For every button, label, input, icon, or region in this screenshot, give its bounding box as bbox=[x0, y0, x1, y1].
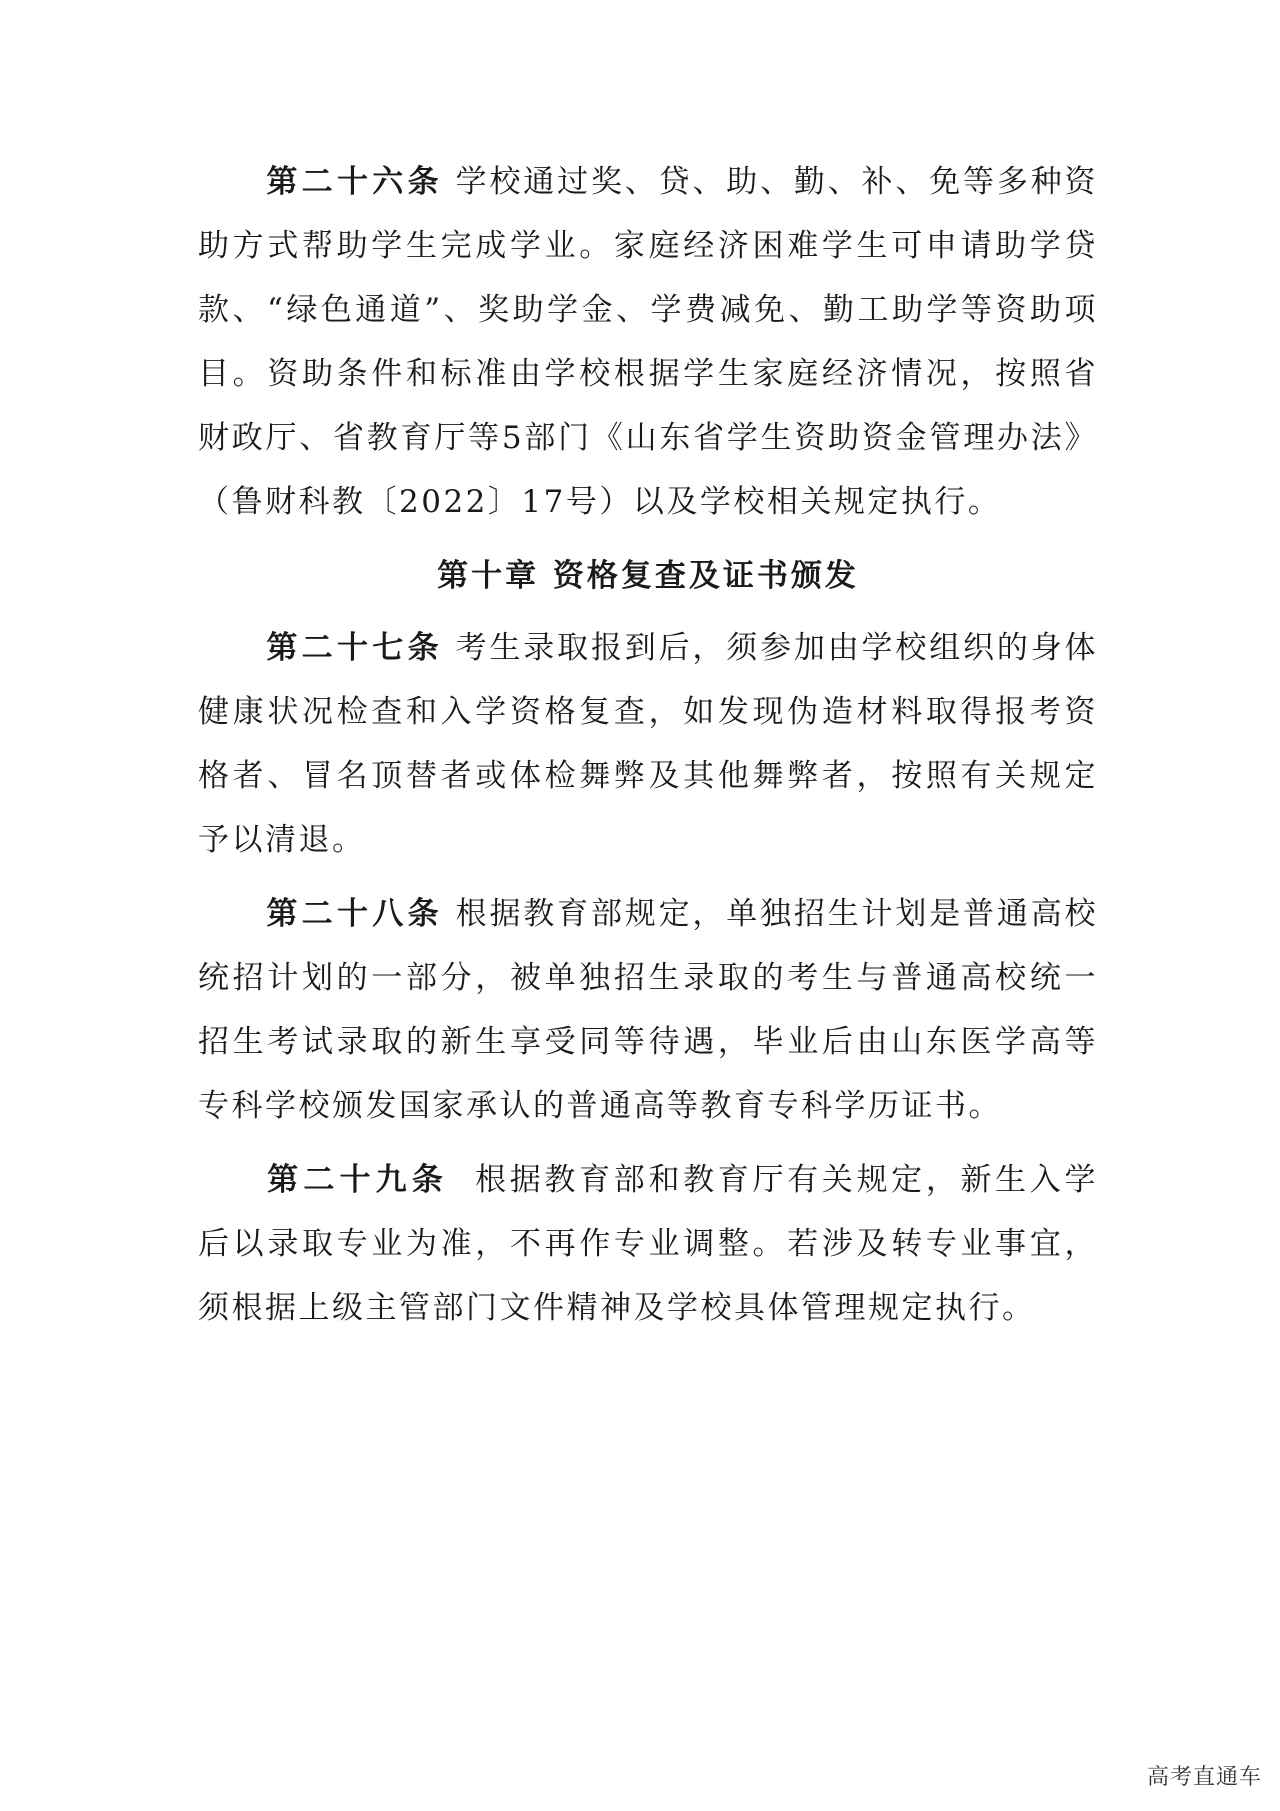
chapter-heading: 第十章 资格复查及证书颁发 bbox=[437, 558, 859, 594]
article-27 bbox=[198, 616, 1098, 872]
article-29-title: 第二十九条 bbox=[266, 1162, 449, 1198]
article-27-body: 考生录取报到后，须参加由学校组织的身体健康状况检查和入学资格复查，如发现伪造材料取得报考资格者、冒名顶替者或体检舞弊及其他舞弊者，按照有关规定予以清退。 bbox=[198, 630, 1099, 858]
article-26-title: 第二十六条 bbox=[266, 164, 443, 200]
article-28 bbox=[198, 882, 1098, 1138]
article-29 bbox=[198, 1148, 1098, 1340]
article-27-title: 第二十七条 bbox=[266, 630, 443, 666]
document-body bbox=[198, 150, 1098, 1340]
article-26-body: 学校通过奖、贷、助、勤、补、免等多种资助方式帮助学生完成学业。家庭经济困难学生可申请助学贷款、“绿色通道”、奖助学金、学费减免、勤工助学等资助项目。资助条件和标准由学校根据学生家庭经济情况，按照省财政厅、省教育厅等5部门《山东省学生资助资金管理办法》（鲁财科教〔2022〕17号）以及学校相关规定执行。 bbox=[198, 164, 1099, 520]
article-26 bbox=[198, 150, 1098, 534]
watermark: 高考直通车 bbox=[1146, 1765, 1262, 1790]
article-28-title: 第二十八条 bbox=[266, 896, 443, 932]
article-28-body: 根据教育部规定，单独招生计划是普通高校统招计划的一部分，被单独招生录取的考生与普通高校统一招生考试录取的新生享受同等待遇，毕业后由山东医学高等专科学校颁发国家承认的普通高等教育专科学历证书。 bbox=[198, 896, 1099, 1124]
article-29-body: 根据教育部和教育厅有关规定，新生入学后以录取专业为准，不再作专业调整。若涉及转专业事宜，须根据上级主管部门文件精神及学校具体管理规定执行。 bbox=[198, 1162, 1099, 1326]
